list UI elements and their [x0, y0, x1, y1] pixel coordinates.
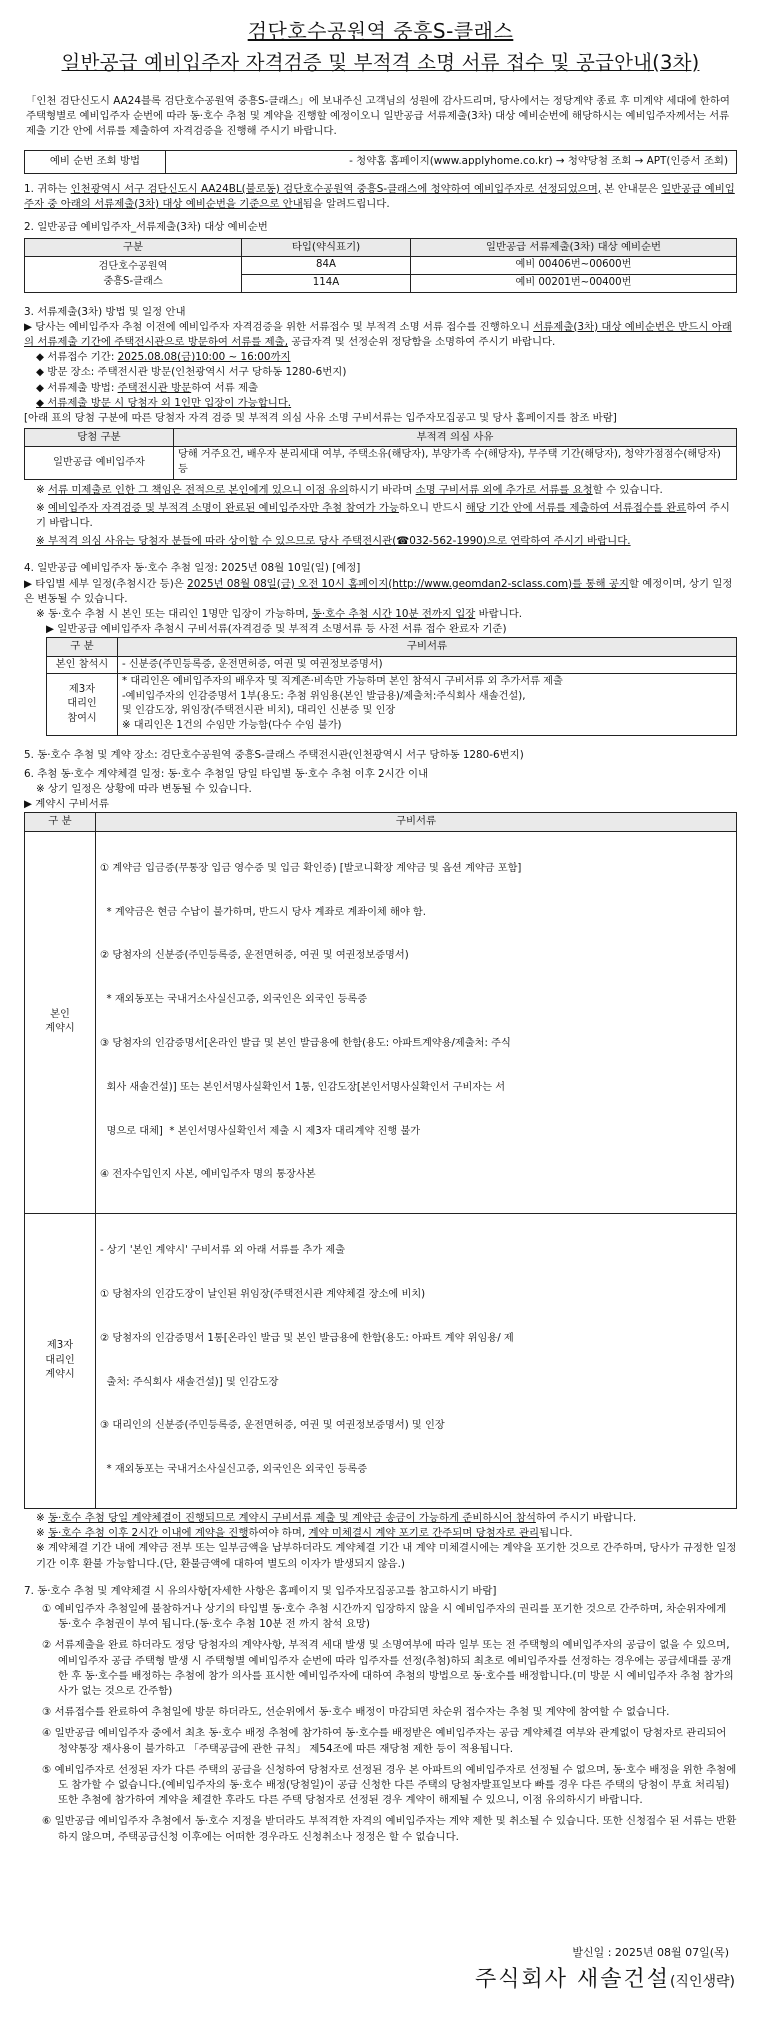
- s7-item: ⑤ 예비입주자로 선정된 자가 다른 주택의 공급을 신청하여 당첨자로 선정된 경우 본 아파트의 예비입주자로 선정될 수 없으며, 동·호수 배정을 위한 추첨에도 참가할 수 없습니다.(예비입주자의 동·호수 배정(당첨일)이 공급 신청한 다른 주택의 당첨자발표일보다 빠를 경우 다른 주택의 당첨이 무효 처리됨) 또한 추첨에 참가하여 계약을 체결한 후라도 다른 주택 당첨자로 선정된 경우 계약이 해제될 수 있으니, 이점 유의하시기 바랍니다.: [42, 1763, 737, 1807]
- header-category: 구분: [25, 239, 242, 257]
- title-complex: 검단호수공원역 중흥S-클래스: [247, 19, 514, 43]
- s6-note-3: ※ 계약체결 기간 내에 계약금 전부 또는 일부금액을 납부하더라도 계약체결 기간 내 계약 미체결시에는 계약을 포기한 것으로 간주하며, 당사가 규정한 일정기간 이후 환불 가능합니다.(단, 환불금액에 대하여 별도의 이자가 발생되지 않음.): [36, 1542, 737, 1570]
- row-value-self-contract: [96, 831, 737, 1213]
- section-4: [24, 561, 737, 735]
- proxy-doc-line: ③ 대리인의 신분증(주민등록증, 운전면허증, 여권 및 여권정보증명서) 및 인장: [100, 1420, 445, 1432]
- s3-p1-a: ▶ 당사는 예비입주자 추첨 이전에 예비입주자 자격검증을 위한 서류접수 및 부적격 소명 서류 접수를 진행하오니: [24, 320, 534, 333]
- proxy-doc-line: ② 당첨자의 인감증명서 1통[온라인 발급 및 본인 발급용에 한함(용도: 아파트 계약 위임용/ 제: [100, 1332, 514, 1344]
- lookup-table: [24, 150, 737, 174]
- s6-note-1: [24, 1511, 737, 1526]
- self-doc-line: * 재외동포는 국내거소사실신고증, 외국인은 외국인 등록증: [100, 994, 368, 1006]
- company-signature: [475, 1965, 735, 1997]
- proxy-doc-line: ① 당첨자의 인감도장이 날인된 위임장(주택전시관 계약체결 장소에 비치): [100, 1289, 426, 1301]
- s3-method-label: ◆ 서류제출 방법:: [36, 381, 118, 394]
- s3-bullet-method: [24, 381, 737, 396]
- row-value-proxy-contract: [96, 1214, 737, 1509]
- s3-n2-c: 하여 주시기 바랍니다.: [36, 501, 730, 530]
- row-label-proxy-1: 제3자: [68, 683, 96, 695]
- range-cell: 예비 00201번~00400번: [411, 275, 737, 293]
- s7-item: ② 서류제출을 완료 하더라도 정당 당첨자의 계약사항, 부적격 세대 발생 및 소명여부에 따라 일부 또는 전 주택형의 예비입주자의 공급이 없을 수 있으며, 예비입주자 공급 주택형 발생 시 주택형별 예비입주자 순번에 따라 입주자를 선정(추첨)하되 최초로 예비입주자를 선정하는 경우에는 공급세대를 공개한 후 동·호수를 배정하는 추첨에 참가 의사를 표시한 예비입주자에 대하여 추첨의 방법으로 동·호수를 배정합니다.(미 방문 시 예비입주자 추첨 참가의사가 없는 것으로 간주함): [42, 1639, 734, 1697]
- s3-p1-underline: 서류제출(3차) 대상 예비순번은 반드시 아래의 서류제출 기간에 주택전시관으로 방문하여 서류를 제출,: [24, 320, 732, 349]
- s6-n1-underline: 동·호수 추첨 당일 계약체결이 진행되므로 계약시 구비서류 제출 및 계약금 송금이 가능하게 준비하시어 참석: [48, 1511, 536, 1524]
- seal-omitted: (직인생략): [669, 1974, 735, 1990]
- s6-n2-a: ※: [36, 1527, 49, 1540]
- proxy-line: ※ 대리인은 1건의 수임만 가능함(다수 수임 불가): [122, 720, 342, 732]
- s7-heading: 7. 동·호수 추첨 및 계약체결 시 유의사항[자세한 사항은 홈페이지 및 입주자모집공고를 참고하시기 바람]: [24, 1584, 497, 1597]
- s3-bullet-place: ◆ 방문 장소: 주택전시관 방문(인천광역시 서구 당하동 1280-6번지): [36, 366, 347, 379]
- s6-n2-b: 하여야 하며,: [248, 1527, 309, 1540]
- s1-suffix: 됨을 알려드립니다.: [302, 197, 390, 210]
- header-docs: 구비서류: [96, 813, 737, 831]
- row-label-proxy-2: 대리인: [67, 698, 97, 710]
- s4-paragraph-1: [24, 577, 737, 607]
- proxy-doc-line: * 재외동포는 국내거소사실신고증, 외국인은 외국인 등록증: [100, 1464, 368, 1476]
- s4-p2-underline: 동·호수 추첨 시간 10분 전까지 입장: [311, 608, 476, 621]
- proxy-line: -예비입주자의 인감증명서 1부(용도: 추첨 위임용(본인 발급용)/제출처:주식회사 새솔건설),: [122, 690, 526, 702]
- complex-name-line2: 중흥S-클래스: [103, 275, 163, 287]
- s7-item: ⑥ 일반공급 예비입주자 추첨에서 동·호수 지정을 받더라도 부적격한 자격의 예비입주자는 계약 제한 및 취소될 수 있습니다. 또한 신청접수 된 서류는 반환하지 않으며, 주택공급신청 이후에는 어떠한 경우라도 신청취소나 정정은 할 수 없습니다.: [42, 1815, 737, 1843]
- s6-n1-a: ※: [36, 1511, 49, 1524]
- row-value-self: - 신분증(주민등록증, 운전면허증, 여권 및 여권정보증명서): [118, 656, 737, 674]
- s3-n2-a: ※: [36, 501, 49, 514]
- winner-type-cell: 일반공급 예비입주자: [25, 447, 174, 479]
- type-cell: 114A: [242, 275, 411, 293]
- header-docs: 구비서류: [118, 638, 737, 656]
- s3-n1-a: ※: [36, 483, 49, 496]
- s3-period-label: ◆ 서류접수 기간:: [36, 351, 118, 364]
- self-doc-line: 회사 새솔건설)] 또는 본인서명사실확인서 1통, 인감도장[본인서명사실확인서 구비자는 서: [100, 1081, 506, 1093]
- s4-paragraph-3: ▶ 일반공급 예비입주자 추첨시 구비서류(자격검증 및 부적격 소명서류 등 사전 서류 접수 완료자 기준): [46, 623, 507, 636]
- header-category: 구 분: [47, 638, 118, 656]
- s6-paragraph-1: ※ 상기 일정은 상황에 따라 변동될 수 있습니다.: [36, 783, 252, 796]
- s1-prefix: 1. 귀하는: [24, 182, 71, 195]
- self-label-1: 본인: [50, 1008, 70, 1020]
- s2-heading: 2. 일반공급 예비입주자_서류제출(3차) 대상 예비순번: [24, 221, 268, 234]
- s6-heading: 6. 추첨 동·호수 계약체결 일정: 동·호수 추첨일 당일 타입별 동·호수 추첨 이후 2시간 이내: [24, 767, 429, 780]
- s3-n2-underline: 예비입주자 자격검증 및 부적격 소명이 완료된 예비입주자만 추첨 참여가 가능: [48, 501, 399, 514]
- issue-date: 발신일 : 2025년 08월 07일(목): [572, 1946, 729, 1959]
- proxy-doc-line: 출처: 주식회사 새솔건설)] 및 인감도장: [100, 1376, 279, 1388]
- s6-n2-underline-2: 계약 미체결시 계약 포기로 간주되며 당첨자로 관리: [308, 1527, 540, 1540]
- s3-note-2: [24, 501, 737, 531]
- row-label-proxy: [47, 674, 118, 735]
- section-1: [24, 182, 737, 212]
- self-doc-line: ② 당첨자의 신분증(주민등록증, 운전면허증, 여권 및 여권정보증명서): [100, 950, 409, 962]
- s4-p2-b: 바랍니다.: [475, 608, 523, 621]
- proxy-label-3: 계약시: [45, 1369, 75, 1381]
- proxy-label-2: 대리인: [45, 1354, 75, 1366]
- proxy-line: * 대리인은 예비입주자의 배우자 및 직계존·비속만 가능하며 본인 참석시 구비서류 외 추가서류 제출: [122, 676, 563, 688]
- s6-n2-c: 됩니다.: [539, 1527, 573, 1540]
- s3-n1-underline-2: 소명 구비서류 외에 추가로 서류를 요청: [415, 483, 593, 496]
- s3-note-1: [24, 483, 737, 498]
- section-3: [24, 305, 737, 550]
- header-type: 타입(약식표기): [242, 239, 411, 257]
- ineligibility-table: [24, 428, 737, 479]
- lookup-value: - 청약홈 홈페이지(www.applyhome.co.kr) → 청약당첨 조회 → APT(인증서 조회): [166, 150, 737, 173]
- reason-cell: 당해 거주요건, 배우자 분리세대 여부, 주택소유(해당자), 부양가족 수(해당자), 무주택 기간(해당자), 청약가점점수(해당자) 등: [174, 447, 737, 479]
- row-label-proxy-contract: [25, 1214, 96, 1509]
- s7-item: ① 예비입주자 추첨일에 불참하거나 상기의 타입별 동·호수 추첨 시간까지 입장하지 않을 시 예비입주자의 권리를 포기한 것으로 간주하며, 차순위자에게 동·호수 추첨권이 부여 됩니다.(동·호수 추첨 10분 전 까지 참석 요망): [42, 1602, 727, 1631]
- draw-docs-table: [46, 637, 737, 735]
- self-doc-line: * 계약금은 현금 수납이 불가하며, 반드시 당사 계좌로 계좌이체 해야 함.: [100, 906, 426, 918]
- s6-n2-underline: 동·호수 추첨 이후 2시간 이내에 계약을 진행: [48, 1527, 249, 1540]
- section-6: [24, 767, 737, 1572]
- s6-note-2: [24, 1526, 737, 1541]
- s3-note-3: ※ 부적격 의심 사유는 당첨자 분들에 따라 상이할 수 있으므로 당사 주택전시관(☎032-562-1990)으로 연락하여 주시기 바랍니다.: [36, 535, 631, 548]
- type-cell: 84A: [242, 257, 411, 275]
- s4-p1-b: 할 예정이며, 상기 일정은 변동될 수 있습니다.: [24, 577, 733, 605]
- row-label-self-contract: [25, 831, 96, 1213]
- s1-underline-1: 인천광역시 서구 검단신도시 AA24BL(불로동) 검단호수공원역 중흥S-클래스에 청약하여 예비입주자로 선정되었으며,: [70, 182, 602, 195]
- section-5: 5. 동·호수 추첨 및 계약 장소: 검단호수공원역 중흥S-클래스 주택전시관(인천광역시 서구 당하동 1280-6번지): [24, 748, 524, 761]
- s3-note: [아래 표의 당첨 구분에 따른 당첨자 자격 검증 및 부적격 의심 사유 소명 구비서류는 입주자모집공고 및 당사 홈페이지를 참조 바람]: [24, 412, 617, 425]
- self-doc-line: ① 계약금 입금증(무통장 입금 영수증 및 입금 확인증) [발코니확장 계약금 및 옵션 계약금 포함]: [100, 862, 522, 874]
- s3-period-value: 2025.08.08(금)10:00 ~ 16:00까지: [117, 351, 291, 364]
- reserve-range-table: [24, 238, 737, 292]
- self-doc-line: 명으로 대체] * 본인서명사실확인서 제출 시 제3자 대리계약 진행 불가: [100, 1125, 421, 1137]
- title-notice: 일반공급 예비입주자 자격검증 및 부적격 소명 서류 접수 및 공급안내(3차): [61, 51, 700, 74]
- proxy-doc-line: - 상기 '본인 계약시' 구비서류 외 아래 서류를 추가 제출: [100, 1245, 346, 1257]
- s4-p1-underline: 2025년 08월 08일(금) 오전 10시 홈페이지(http://www.geomdan2-sclass.com)를 통해 공지: [187, 577, 629, 590]
- header-reserve-range: 일반공급 서류제출(3차) 대상 예비순번: [411, 239, 737, 257]
- s4-heading: 4. 일반공급 예비입주자 동·호수 추첨 일정: 2025년 08월 10일(일) [예정]: [24, 562, 361, 575]
- s6-paragraph-2: ▶ 계약시 구비서류: [24, 798, 109, 811]
- complex-name-cell: [25, 257, 242, 292]
- proxy-label-1: 제3자: [46, 1340, 74, 1352]
- s3-n1-underline: 서류 미제출로 인한 그 책임은 전적으로 본인에게 있으니 이점 유의: [48, 483, 349, 496]
- header-category: 구 분: [25, 813, 96, 831]
- section-2: [24, 220, 737, 293]
- s3-n1-c: 할 수 있습니다.: [592, 483, 663, 496]
- row-value-proxy: [118, 674, 737, 735]
- s1-mid: 본 안내문은: [601, 182, 662, 195]
- self-label-2: 계약시: [45, 1023, 75, 1035]
- s7-list: [30, 1602, 737, 1845]
- row-label-proxy-3: 참여시: [67, 712, 97, 724]
- intro-paragraph: 「인천 검단신도시 AA24블록 검단호수공원역 중흥S-클래스」에 보내주신 고객님의 성원에 감사드리며, 당사에서는 정당계약 종료 후 미계약 세대에 한하여 주택형별로 예비입주자 순번에 따라 동·호수 추첨 및 계약을 진행할 예정이오니 일반공급 서류제출(3차) 대상 예비순번에 해당하시는 예비입주자께서는 서류제출 기간 안에 서류를 제출하여 자격검증을 진행해 주시기 바랍니다.: [26, 95, 730, 138]
- s1-underline-2: 일반공급 예비입주자 중 아래의 서류제출(3차) 대상 예비순번을 기준으로 안내: [24, 182, 735, 210]
- s3-heading: 3. 서류제출(3차) 방법 및 일정 안내: [24, 305, 186, 318]
- s3-bullet-period: [24, 350, 737, 365]
- s3-method-underline: 주택전시관 방문: [117, 381, 192, 394]
- s3-p1-b: 공급자격 및 선정순위 정당함을 소명하여 주시기 바랍니다.: [288, 336, 556, 349]
- range-cell: 예비 00406번~00600번: [411, 257, 737, 275]
- s4-p1-a: ▶ 타입별 세부 일정(추첨시간 등)은: [24, 577, 188, 590]
- s7-item: ③ 서류접수를 완료하여 추첨일에 방문 하더라도, 선순위에서 동·호수 배정이 마감되면 차순위 접수자는 추첨 및 계약에 참여할 수 없습니다.: [42, 1706, 670, 1719]
- section-7: [24, 1584, 737, 1845]
- lookup-label: 예비 순번 조회 방법: [25, 150, 166, 173]
- s3-n2-underline-2: 해당 기간 안에 서류를 제출하여 서류접수를 완료: [465, 501, 687, 514]
- proxy-line: 및 인감도장, 위임장(주택전시관 비치), 대리인 신분증 및 인장: [122, 705, 396, 717]
- s3-n2-b: 하오니 반드시: [398, 501, 466, 514]
- row-label-self: 본인 참석시: [47, 656, 118, 674]
- complex-name-line1: 검단호수공원역: [98, 260, 168, 272]
- self-doc-line: ④ 전자수입인지 사본, 예비입주자 명의 통장사본: [100, 1169, 316, 1181]
- header-reason: 부적격 의심 사유: [174, 429, 737, 447]
- s3-bullet-visit: ◆ 서류제출 방문 시 당첨자 외 1인만 입장이 가능합니다.: [36, 396, 292, 409]
- s3-method-rest: 하여 서류 제출: [191, 381, 259, 394]
- header-winner-type: 당첨 구분: [25, 429, 174, 447]
- s4-p2-a: ※ 동·호수 추첨 시 본인 또는 대리인 1명만 입장이 가능하며,: [36, 608, 312, 621]
- company-name: 주식회사 새솔건설: [474, 1967, 670, 1992]
- s3-n1-b: 하시기 바라며: [348, 483, 416, 496]
- s7-item: ④ 일반공급 예비입주자 중에서 최초 동·호수 배정 추첨에 참가하여 동·호수를 배정받은 예비입주자는 공급 계약체결 여부와 관계없이 당첨자로 관리되어 청약통장 재사용이 불가하고 「주택공급에 관한 규칙」 제54조에 따른 재당첨 제한 등이 적용됩니다.: [42, 1727, 727, 1755]
- s4-paragraph-2: [24, 607, 737, 622]
- self-doc-line: ③ 당첨자의 인감증명서[온라인 발급 및 본인 발급용에 한함(용도: 아파트계약용/제출처: 주식: [100, 1037, 511, 1049]
- contract-docs-table: [24, 812, 737, 1509]
- s6-n1-b: 하여 주시기 바랍니다.: [535, 1511, 637, 1524]
- s3-paragraph-1: [24, 320, 737, 350]
